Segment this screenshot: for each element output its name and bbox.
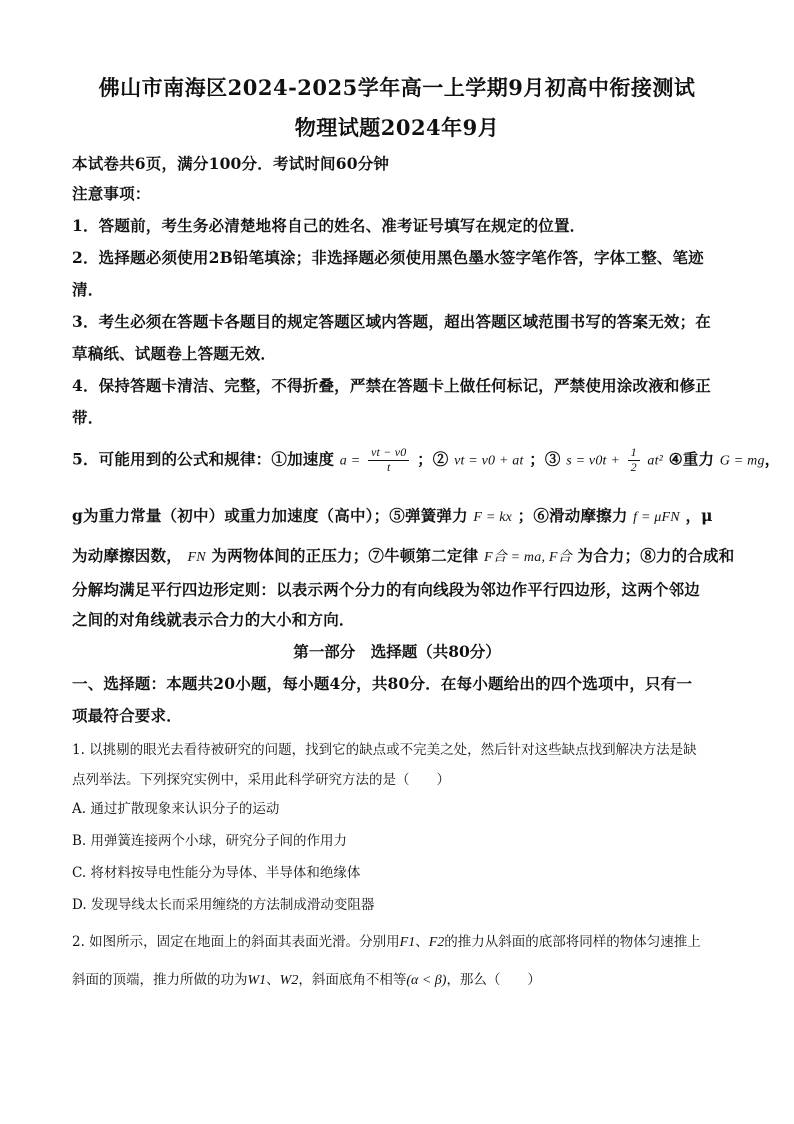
l2-b: ；⑥滑动摩擦力 (517, 506, 628, 525)
formulas-prefix: 5．可能用到的公式和规律：①加速度 (72, 449, 335, 469)
q2-sep-1: 、 (415, 934, 429, 950)
normal-force: FN (187, 550, 206, 565)
note-1: 1．答题前，考生务必清楚地将自己的姓名、准考证号填写在规定的位置． (72, 216, 586, 235)
force-f2: F2 (428, 935, 445, 950)
work-w2: W2 (279, 973, 299, 988)
exam-title: 佛山市南海区2024-2025学年高一上学期9月初高中衔接测试 (98, 75, 696, 100)
part1-heading: 第一部分 选择题（共80分） (293, 642, 501, 661)
accel-denominator: t (386, 459, 391, 474)
work-w1: W1 (247, 973, 267, 988)
disp-rhs: at² (647, 453, 664, 469)
q1-option-a: A. 通过扩散现象来认识分子的运动 (72, 801, 280, 817)
accel-lhs: a = (339, 453, 361, 469)
l3-c: 为合力；⑧力的合成和 (577, 546, 735, 565)
note-2-cont: 清． (72, 280, 104, 299)
exam-subtitle: 物理试题2024年9月 (294, 115, 500, 140)
q1-option-b: B. 用弹簧连接两个小球，研究分子间的作用力 (72, 833, 348, 849)
disp-lhs: s = v0t + (566, 453, 620, 469)
velocity-formula: vt = v0 + at (454, 453, 524, 469)
l3-a: 为动摩擦因数， (72, 546, 182, 565)
q2-sep-2: 、 (266, 972, 280, 988)
l3-b: 为两物体间的正压力；⑦牛顿第二定律 (211, 546, 479, 565)
q2-stem (72, 930, 701, 951)
sep-2: ；② (417, 449, 449, 469)
gravity-formula: G = mg (719, 453, 765, 469)
exam-info: 本试卷共6页，满分100分．考试时间60分钟 (72, 154, 390, 173)
q2-stem-cont (72, 968, 541, 989)
note-2: 2．选择题必须使用2B铅笔填涂；非选择题必须使用黑色墨水签字笔作答，字体工整、笔迹 (72, 248, 704, 267)
spring-formula: F = kx (473, 510, 513, 525)
half-numerator: 1 (628, 446, 640, 461)
angle-relation: (α < β) (406, 973, 447, 988)
half-fraction (628, 446, 640, 475)
q1-option-c: C. 将材料按导电性能分为导体、半导体和绝缘体 (72, 865, 361, 881)
formulas-line-4: 分解均满足平行四边形定则：以表示两个分力的有向线段为邻边作平行四边形，这两个邻边 (72, 580, 701, 599)
q1-stem: 1. 以挑剔的眼光去看待被研究的问题，找到它的缺点或不完美之处，然后针对这些缺点找到解决方法是缺 (72, 742, 697, 758)
accel-fraction (368, 446, 409, 475)
note-3: 3．考生必须在答题卡各题目的规定答题区域内答题，超出答题区域范围书写的答案无效；在 (72, 312, 711, 331)
formulas-line-3 (72, 544, 734, 566)
formulas-line-2 (72, 504, 713, 526)
gravity-label: ④重力 (668, 449, 715, 469)
note-4-cont: 带． (72, 408, 104, 427)
q2-stem-a1: 2. 如图所示，固定在地面上的斜面其表面光滑。分别用 (72, 934, 400, 950)
friction-formula: f = μFN (633, 510, 680, 525)
half-denominator: 2 (630, 459, 637, 474)
section-a-cont: 项最符合要求． (72, 706, 182, 725)
formulas-line-1 (72, 446, 780, 475)
l2-c: ，μ (685, 506, 713, 525)
sep-3: ；③ (529, 449, 561, 469)
line1-end: ， (764, 449, 781, 469)
q1-stem-cont: 点列举法。下列探究实例中，采用此科学研究方法的是（ ） (72, 772, 450, 788)
q2-stem-b1: 斜面的顶端，推力所做的功为 (72, 972, 248, 988)
l2-a: g为重力常量（初中）或重力加速度（高中）；⑤弹簧弹力 (72, 506, 468, 525)
newton-formula: F合 = ma, F合 (483, 550, 572, 565)
q2-stem-a2: 的推力从斜面的底部将同样的物体匀速推上 (444, 934, 701, 950)
accel-numerator: vt − v0 (368, 446, 409, 461)
notes-heading: 注意事项： (72, 184, 151, 203)
section-a: 一、选择题：本题共20小题，每小题4分，共80分．在每小题给出的四个选项中，只有一 (72, 674, 693, 693)
note-4: 4．保持答题卡清洁、完整，不得折叠，严禁在答题卡上做任何标记，严禁使用涂改液和修正 (72, 376, 711, 395)
q1-option-d: D. 发现导线太长而采用缠绕的方法制成滑动变阻器 (72, 897, 375, 913)
note-3-cont: 草稿纸、试题卷上答题无效． (72, 344, 277, 363)
force-f1: F1 (399, 935, 416, 950)
formulas-line-5: 之间的对角线就表示合力的大小和方向． (72, 610, 355, 629)
q2-stem-b2: ，斜面底角不相等 (298, 972, 407, 988)
q2-stem-b3: ，那么（ ） (446, 972, 541, 988)
